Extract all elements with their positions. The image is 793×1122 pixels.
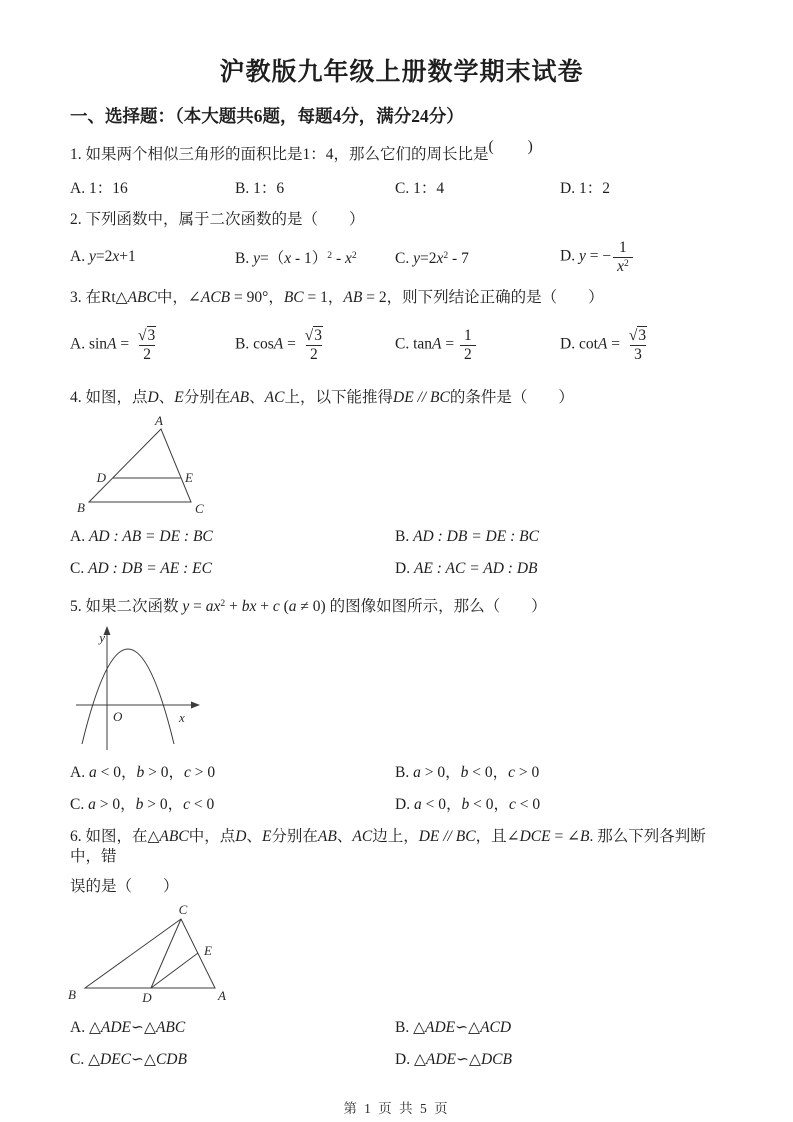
- vertex-label-d: D: [96, 470, 106, 485]
- answer-blank-paren: ( ): [488, 138, 534, 155]
- segment-de: [151, 953, 198, 988]
- radical-sign: √: [138, 327, 147, 345]
- question-6-stem-line2: 误的是（ ）: [70, 877, 179, 895]
- question-2-stem: 2. 下列函数中，属于二次函数的是（ ）: [70, 211, 365, 228]
- question-4-stem: 4. 如图，点D、E分别在AB、AC上，以下能推得DE // BC的条件是（ ）: [70, 389, 574, 406]
- page-footer: 第 1 页 共 5 页: [343, 1101, 450, 1116]
- section-header: 一、选择题：（本大题共6题，每题4分，满分24分）: [70, 106, 464, 126]
- question-4-options-row2: [70, 559, 733, 579]
- triangle-bca: [85, 919, 215, 988]
- x-axis-label: x: [179, 709, 185, 725]
- question-6-stem-line1: 6. 如图，在△ABC中，点D、E分别在AB、AC边上，DE // BC，且∠DCE = ∠B. 那么下列各判断中，错: [70, 827, 706, 865]
- vertex-label-a: A: [218, 987, 226, 1003]
- vertex-label-e: E: [185, 470, 193, 485]
- question-1-options: [70, 179, 733, 199]
- fraction: $\frac{√3}{2}$: [138, 327, 156, 363]
- question-6-option-d: D. △ADE∽△DCB: [395, 1050, 512, 1068]
- question-5-option-b: B. a > 0，b < 0，c > 0: [395, 763, 540, 781]
- question-3-stem: 3. 在Rt△ABC中，∠ACB = 90°，BC = 1，AB = 2，则下列结论正确的是（ ）: [70, 289, 604, 306]
- radical-sign: √: [304, 327, 314, 345]
- question-4-triangle-figure: [76, 416, 226, 516]
- fraction: $\frac{1}{2}$: [460, 327, 476, 363]
- question-5-option-d: D. a < 0，b < 0，c < 0: [395, 795, 541, 813]
- question-5-option-c: C. a > 0，b > 0，c < 0: [70, 795, 215, 813]
- question-4-option-c: C. AD : DB = AE : EC: [70, 560, 212, 577]
- question-3-option-a: A. sinA = $\frac{√3}{2}$: [70, 327, 235, 363]
- question-2-option-a: A. y=2x+1: [70, 248, 136, 265]
- vertex-label-c: C: [178, 902, 188, 917]
- question-6: [70, 827, 733, 1070]
- vertex-label-b: B: [77, 500, 85, 515]
- radical-sign: √: [628, 327, 638, 345]
- question-3: [70, 288, 733, 374]
- vertex-label-d: D: [142, 989, 152, 1005]
- question-5-parabola-figure: [70, 626, 205, 752]
- question-2: [70, 210, 733, 280]
- question-4-options-row1: [70, 527, 733, 547]
- question-3-option-d: D. cotA = $\frac{√3}{3}$: [560, 327, 733, 363]
- question-2-option-b: B. $y=(x - 1)^2 - x^2$: [235, 249, 357, 267]
- question-2-options: [70, 234, 733, 280]
- fraction: $\frac{1}{x^2}$: [613, 239, 633, 275]
- parabola-curve: [82, 649, 174, 744]
- question-4: [70, 388, 733, 579]
- question-3-option-b: B. cosA = $\frac{√3}{2}$: [235, 327, 395, 363]
- page-title: 沪教版九年级上册数学期末试卷: [219, 59, 584, 86]
- question-6-options-row2: [70, 1050, 733, 1070]
- question-6-triangle-figure: [66, 903, 236, 1005]
- question-1-stem: 1. 如果两个相似三角形的面积比是1：4，那么它们的周长比是( ): [70, 138, 534, 163]
- question-4-option-d: D. AE : AC = AD : DB: [395, 560, 538, 577]
- triangle-abc: [89, 429, 191, 502]
- question-4-option-a: A. AD : AB = DE : BC: [70, 528, 213, 545]
- fraction: $\frac{√3}{2}$: [304, 327, 322, 363]
- question-1-option-d: D. 1：2: [560, 180, 610, 197]
- question-3-option-c: C. tanA = $\frac{1}{2}$: [395, 327, 560, 363]
- question-5-stem: 5. 如果二次函数 $y = ax^2$ + bx + c (a ≠ 0) 的图像如图所示，那么（ ）: [70, 597, 547, 615]
- question-1: [70, 138, 733, 199]
- question-5: [70, 593, 733, 815]
- vertex-label-e: E: [204, 942, 212, 958]
- vertex-label-c: C: [195, 501, 204, 516]
- fraction: $\frac{√3}{3}$: [628, 327, 647, 363]
- question-1-option-c: C. 1：4: [395, 180, 445, 197]
- x-axis-arrow: [191, 701, 200, 708]
- question-6-options-row1: [70, 1018, 733, 1038]
- y-axis-label: y: [99, 629, 105, 645]
- question-2-option-d: D. y = − $\frac{1}{x^2}$: [560, 239, 733, 275]
- question-2-option-c: C. $y=2x^2 - 7$: [395, 249, 469, 267]
- question-6-option-b: B. △ADE∽△ACD: [395, 1018, 512, 1036]
- question-3-options: [70, 316, 733, 374]
- question-1-option-b: B. 1：6: [235, 180, 285, 197]
- vertex-label-b: B: [68, 986, 76, 1002]
- question-5-options-row1: [70, 763, 733, 783]
- question-6-option-a: A. △ADE∽△ABC: [70, 1018, 186, 1036]
- vertex-label-a: A: [155, 416, 163, 428]
- question-5-options-row2: [70, 795, 733, 815]
- question-1-option-a: A. 1：16: [70, 180, 128, 197]
- origin-label: O: [113, 708, 123, 724]
- question-5-option-a: A. a < 0，b > 0，c > 0: [70, 763, 216, 781]
- question-6-option-c: C. △DEC∽△CDB: [70, 1050, 187, 1068]
- question-4-option-b: B. AD : DB = DE : BC: [395, 528, 539, 545]
